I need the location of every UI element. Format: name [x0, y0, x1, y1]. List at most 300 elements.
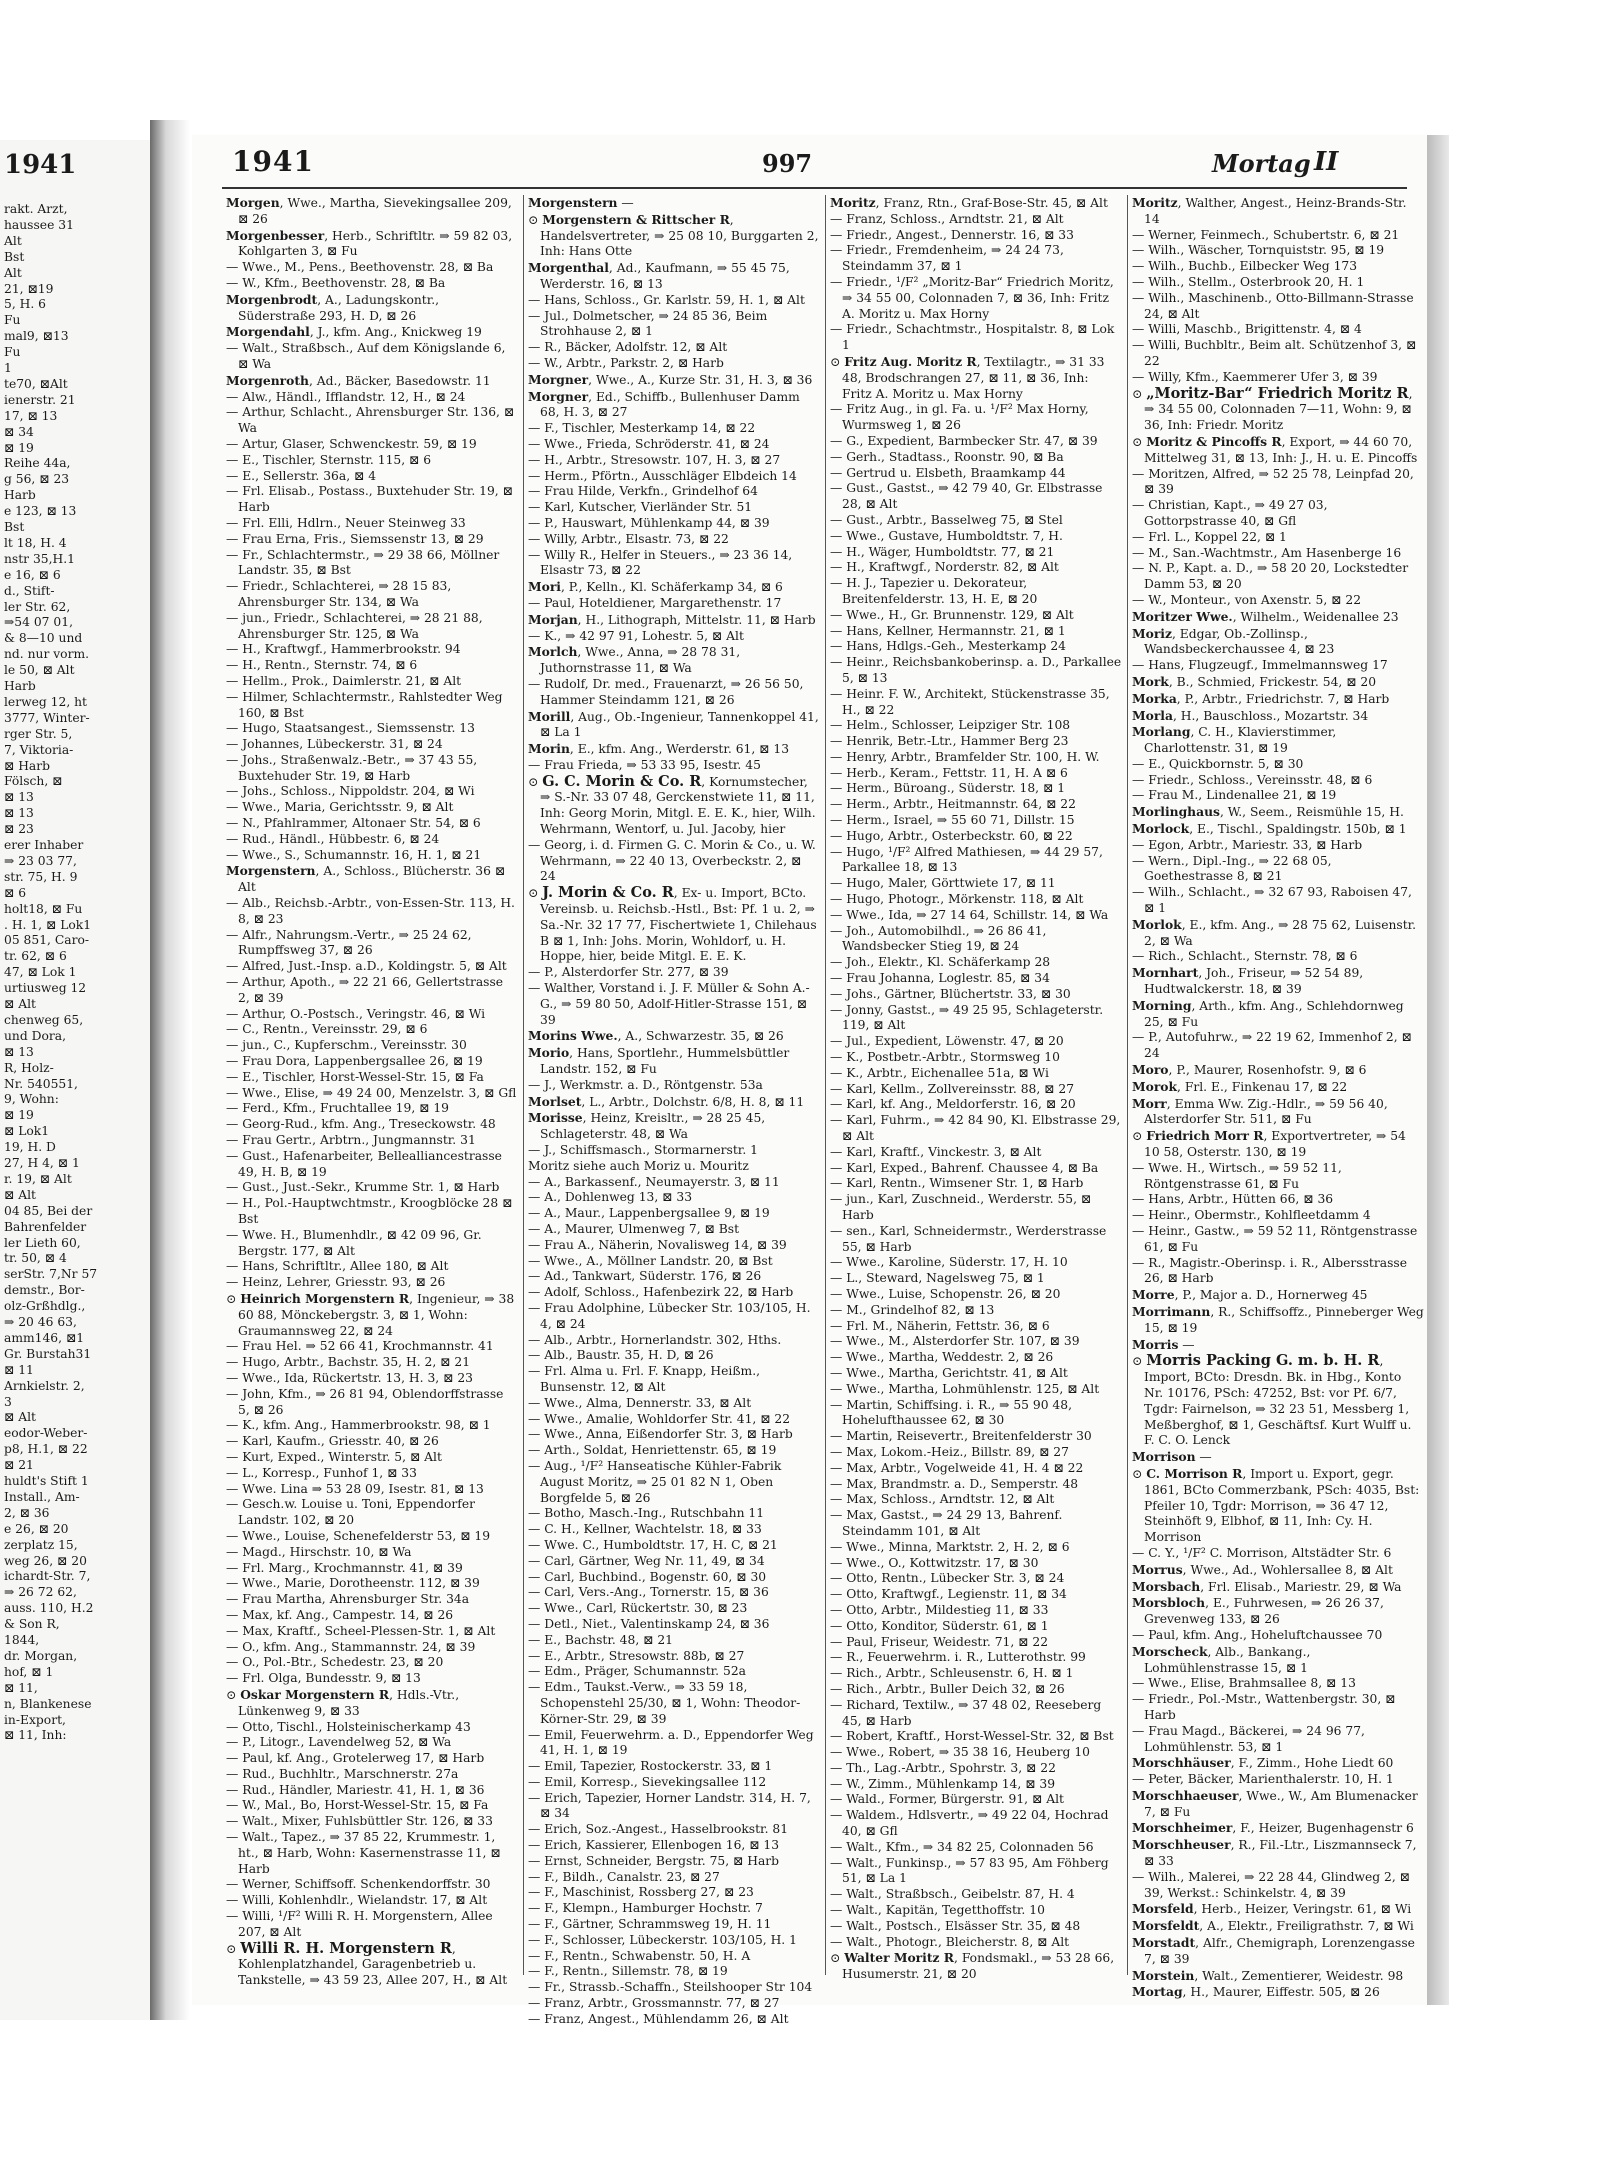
left-page-fragment: ⊠ Alt: [4, 1187, 36, 1202]
directory-entry: — Willy, Kfm., Kaemmerer Ufer 3, ⊠ 39: [1132, 369, 1378, 384]
directory-entry: — Hugo, Staatsangest., Siemssenstr. 13: [226, 721, 475, 736]
directory-entry: — O., kfm. Ang., Stammannstr. 24, ⊠ 39: [226, 1639, 476, 1654]
left-page-fragment: ⇒ 20 46 63,: [4, 1315, 77, 1329]
directory-entry: — Willy R., Helfer in Steuers., ⇒ 23 36 14, Elsastr 73, ⊠ 22: [528, 547, 793, 578]
directory-entry: Morio, Hans, Sportlehr., Hummelsbüttler Landstr. 152, ⊠ Fu: [528, 1045, 790, 1077]
left-page-fragment: e 26, ⊠ 20: [4, 1521, 69, 1536]
directory-entry: — Frau Martha, Ahrensburger Str. 34a: [226, 1592, 470, 1607]
directory-entry: — Johs., Schloss., Nippoldstr. 204, ⊠ Wi: [226, 784, 475, 799]
left-page-fragment: Fu: [4, 345, 21, 360]
directory-entry: — jun., C., Kupferschm., Vereinsstr. 30: [226, 1038, 467, 1053]
left-page-fragment: 2, ⊠ 36: [4, 1505, 50, 1520]
left-page-fragment: ⊠ Harb: [4, 758, 51, 773]
directory-entry: ⊙ Moritz & Pincoffs R, Export, ⇒ 44 60 70, Mittelweg 31, ⊠ 13, Inh: J., H. u. E. Pincoffs: [1132, 433, 1418, 465]
left-page-fragment: str. 75, H. 9: [4, 869, 78, 884]
directory-entry: — P., Hauswart, Mühlenkamp 44, ⊠ 39: [528, 515, 770, 530]
left-page-fragment: demstr., Bor-: [4, 1283, 85, 1298]
directory-entry: — Wwe., Carl, Rückertstr. 30, ⊠ 23: [528, 1601, 748, 1616]
directory-column-3: [830, 195, 1122, 1982]
directory-entry: Mori, P., Kelln., Kl. Schäferkamp 34, ⊠ 6: [528, 579, 783, 595]
left-page-fragment: weg 26, ⊠ 20: [4, 1553, 87, 1568]
left-page-fragment: 3: [4, 1394, 12, 1409]
directory-entry: — A., Maur., Lappenbergsallee 9, ⊠ 19: [528, 1206, 770, 1221]
directory-entry: — R., Feuerwehrm. i. R., Lutterothstr. 99: [830, 1650, 1086, 1665]
directory-entry: — Otto, Kraftwgf., Legienstr. 11, ⊠ 34: [830, 1587, 1067, 1602]
directory-entry: — Jonny, Gastst., ⇒ 49 25 95, Schlageterstr. 119, ⊠ Alt: [830, 1002, 1104, 1033]
left-page-fragment: Reihe 44a,: [4, 456, 71, 471]
directory-entry: — Wwe., Minna, Marktstr. 2, H. 2, ⊠ 6: [830, 1539, 1070, 1554]
directory-entry: — H., Kraftwgf., Norderstr. 82, ⊠ Alt: [830, 560, 1059, 575]
directory-entry: Morrison —: [1132, 1449, 1212, 1465]
directory-entry: — Emil, Tapezier, Rostockerstr. 33, ⊠ 1: [528, 1759, 773, 1774]
directory-entry: — Wwe., Louise, Schenefelderstr 53, ⊠ 19: [226, 1528, 491, 1543]
directory-entry: — Waldem., Hdlsvertr., ⇒ 49 22 04, Hochrad 40, ⊠ Gfl: [830, 1808, 1109, 1839]
left-page-fragment: e 123, ⊠ 13: [4, 504, 77, 519]
directory-entry: — Willi, Maschb., Brigittenstr. 4, ⊠ 4: [1132, 322, 1362, 337]
directory-entry: Morgenthal, Ad., Kaufmann, ⇒ 55 45 75, Werderstr. 16, ⊠ 13: [528, 260, 790, 291]
directory-entry: — Rich., Schlacht., Sternstr. 78, ⊠ 6: [1132, 949, 1358, 964]
left-page-fragment: ienerstr. 21: [4, 392, 76, 407]
directory-entry: Morre, P., Major a. D., Hornerweg 45: [1132, 1287, 1368, 1303]
directory-entry: ⊙ J. Morin & Co. R, Ex- u. Import, BCto. Vereinsb. u. Reichsb.-Hstl., Bst: Pf. 1 u. 2, ⇒ Sa.-Nr. 32 17 77, Fischertwiete 1, Chilehaus B ⊠ 1, Inh: Johs. Morin, Wohldorf, u. H. Hoppe, hier, beide Mitgl. E. E. K.: [528, 884, 817, 964]
directory-entry: — L., Steward, Nagelsweg 75, ⊠ 1: [830, 1271, 1045, 1286]
directory-entry: — Wern., Dipl.-Ing., ⇒ 22 68 05, Goethestrasse 8, ⊠ 21: [1132, 853, 1332, 884]
directory-entry: ⊙ Walter Moritz R, Fondsmakl., ⇒ 53 28 66, Husumerstr. 21, ⊠ 20: [830, 1950, 1115, 1982]
left-page-fragment: huldt's Stift 1: [4, 1474, 89, 1488]
directory-entry: — Fritz Aug., in gl. Fa. u. ¹/F² Max Horny, Wurmsweg 1, ⊠ 26: [830, 402, 1089, 433]
left-page-fragment: 5, H. 6: [4, 297, 47, 312]
directory-entry: Morka, P., Arbtr., Friedrichstr. 7, ⊠ Harb: [1132, 690, 1390, 706]
left-page-fragment: Gr. Burstah31: [4, 1346, 92, 1361]
directory-entry: — Hugo, Photogr., Mörkenstr. 118, ⊠ Alt: [830, 892, 1084, 907]
directory-entry: — Otto, Konditor, Süderstr. 61, ⊠ 1: [830, 1618, 1049, 1633]
directory-entry: — Martin, Schiffsing. i. R., ⇒ 55 90 48, Hohelufthaussee 62, ⊠ 30: [830, 1397, 1072, 1428]
directory-entry: — Walt., Kfm., ⇒ 34 82 25, Colonnaden 56: [830, 1839, 1094, 1854]
directory-entry: Morsbach, Frl. Elisab., Mariestr. 29, ⊠ Wa: [1132, 1578, 1402, 1594]
directory-entry: — Friedr., Fremdenheim, ⇒ 24 24 73, Steindamm 37, ⊠ 1: [830, 243, 1064, 274]
directory-entry: — Karl, Fuhrm., ⇒ 42 84 90, Kl. Elbstrasse 29, ⊠ Alt: [830, 1113, 1121, 1144]
directory-entry: Morlock, E., Tischl., Spaldingstr. 150b, ⊠ 1: [1132, 821, 1407, 837]
directory-entry: Morlset, L., Arbtr., Dolchstr. 6/8, H. 8, ⊠ 11: [528, 1093, 805, 1109]
left-page-fragment: tr. 50, ⊠ 4: [4, 1251, 67, 1266]
directory-entry: — Alb., Reichsb.-Arbtr., von-Essen-Str. 113, H. 8, ⊠ 23: [226, 896, 515, 926]
left-page-fragment: ler Lieth 60,: [4, 1235, 81, 1250]
directory-entry: — Alb., Arbtr., Hornerlandstr. 302, Hths.: [528, 1332, 782, 1347]
directory-entry: — Frl. Elisab., Postass., Buxtehuder Str. 19, ⊠ Harb: [226, 484, 513, 515]
directory-entry: — Hans, Schriftltr., Allee 180, ⊠ Alt: [226, 1259, 449, 1274]
left-page-fragment: nd. nur vorm.: [4, 647, 90, 662]
directory-entry: Morr, Emma Ww. Zig.-Hdlr., ⇒ 59 56 40, Alsterdorfer Str. 511, ⊠ Fu: [1132, 1095, 1388, 1127]
directory-entry: — F., Tischler, Mesterkamp 14, ⊠ 22: [528, 421, 756, 436]
directory-entry: Morgendahl, J., kfm. Ang., Knickweg 19: [226, 324, 482, 340]
directory-entry: — Max, Lokom.-Heiz., Billstr. 89, ⊠ 27: [830, 1444, 1069, 1459]
directory-entry: — Heinr., Obermstr., Kohlfleetdamm 4: [1132, 1208, 1371, 1223]
directory-entry: — Frau Adolphine, Lübecker Str. 103/105, H. 4, ⊠ 24: [528, 1300, 811, 1331]
directory-entry: Morstadt, Alfr., Chemigraph, Lorenzengasse 7, ⊠ 39: [1132, 1935, 1415, 1966]
left-page-fragment: haussee 31: [4, 217, 74, 232]
directory-entry: — Gust., Gastst., ⇒ 42 79 40, Gr. Elbstrasse 28, ⊠ Alt: [830, 481, 1103, 512]
directory-entry: Morgner, Wwe., A., Kurze Str. 31, H. 3, ⊠ 36: [528, 371, 813, 387]
directory-entry: — Peter, Bäcker, Marienthalerstr. 10, H. 1: [1132, 1772, 1394, 1787]
directory-entry: Morrus, Wwe., Ad., Wohlersallee 8, ⊠ Alt: [1132, 1561, 1393, 1577]
directory-entry: — Wwe., M., Alsterdorfer Str. 107, ⊠ 39: [830, 1334, 1080, 1349]
left-page-fragment: 04 85, Bei der: [4, 1203, 93, 1218]
directory-entry: — Emil, Feuerwehrm. a. D., Eppendorfer Weg 41, H. 1, ⊠ 19: [528, 1727, 814, 1758]
directory-entry: — F., Bildh., Canalstr. 23, ⊠ 27: [528, 1869, 720, 1884]
directory-entry: — Hans, Arbtr., Hütten 66, ⊠ 36: [1132, 1192, 1334, 1207]
directory-entry: Morlch, Wwe., Anna, ⇒ 28 78 31, Juthornstrasse 11, ⊠ Wa: [528, 644, 741, 676]
directory-entry: — C. Y., ¹/F² C. Morrison, Altstädter Str. 6: [1132, 1545, 1392, 1560]
directory-entry: — Ernst, Schneider, Bergstr. 75, ⊠ Harb: [528, 1853, 780, 1868]
running-head-word: Mortag: [1212, 149, 1311, 178]
directory-entry: — Alb., Baustr. 35, H. D, ⊠ 26: [528, 1348, 714, 1363]
page-edge-shadow: [1427, 135, 1449, 2005]
left-page-fragment: ⊠ Alt: [4, 1410, 36, 1425]
directory-entry: — Emil, Korresp., Sievekingsallee 112: [528, 1774, 767, 1789]
left-page-fragment: amm146, ⊠1: [4, 1330, 85, 1345]
directory-column-2: [528, 195, 820, 2026]
left-page-fragment: & Son R,: [4, 1617, 60, 1632]
left-page-fragment: e 16, ⊠ 6: [4, 567, 61, 582]
left-page-fragment: Bst: [4, 520, 25, 534]
directory-entry: — Frau Magd., Bäckerei, ⇒ 24 96 77, Lohmühlenstr. 53, ⊠ 1: [1132, 1723, 1365, 1754]
directory-entry: — Georg, i. d. Firmen G. C. Morin & Co., u. W. Wehrmann, ⇒ 22 40 13, Overbeckstr. 2, ⊠ 24: [528, 837, 816, 884]
directory-entry: Morin, E., kfm. Ang., Werderstr. 61, ⊠ 13: [528, 741, 790, 757]
directory-entry: — Herm., Israel, ⇒ 55 60 71, Dillstr. 15: [830, 813, 1075, 828]
directory-entry: Mornhart, Joh., Friseur, ⇒ 52 54 89, Hudtwalckerstr. 18, ⊠ 39: [1132, 965, 1364, 997]
directory-entry: — W., Monteur., von Axenstr. 5, ⊠ 22: [1132, 592, 1362, 607]
directory-entry: — Carl, Gärtner, Weg Nr. 11, 49, ⊠ 34: [528, 1553, 765, 1568]
directory-entry: — E., Arbtr., Stresowstr. 88b, ⊠ 27: [528, 1648, 745, 1663]
directory-entry: — F., Rentn., Sillemstr. 78, ⊠ 19: [528, 1964, 728, 1979]
directory-entry: — Hugo, Arbtr., Bachstr. 35, H. 2, ⊠ 21: [226, 1355, 471, 1370]
left-page-fragment: ⊠ 19: [4, 1108, 34, 1123]
left-page-fragment: ichardt-Str. 7,: [4, 1569, 91, 1584]
header-rule: [222, 187, 1407, 189]
directory-entry: Morning, Arth., kfm. Ang., Schlehdornweg 25, ⊠ Fu: [1132, 997, 1404, 1029]
directory-entry: — Wwe., A., Möllner Landstr. 20, ⊠ Bst: [528, 1253, 773, 1268]
directory-entry: — Frau Frieda, ⇒ 53 33 95, Isestr. 45: [528, 757, 761, 772]
directory-entry: — Frl. Marg., Krochmannstr. 41, ⊠ 39: [226, 1560, 463, 1575]
directory-entry: — F., Klempn., Hamburger Hochstr. 7: [528, 1901, 763, 1916]
directory-entry: — Hugo, Maler, Görttwiete 17, ⊠ 11: [830, 876, 1056, 891]
directory-entry: Morgenstern, A., Schloss., Blücherstr. 36 ⊠ Alt: [226, 863, 506, 895]
directory-entry: Morjan, H., Lithograph, Mittelstr. 11, ⊠ Harb: [528, 611, 816, 627]
directory-entry: Morsfeld, Herb., Heizer, Veringstr. 61, ⊠ Wi: [1132, 1901, 1412, 1917]
directory-entry: — Wwe. H., Blumenhdlr., ⊠ 42 09 96, Gr. Bergstr. 177, ⊠ Alt: [226, 1227, 482, 1258]
directory-entry: — P., Autofuhrw., ⇒ 22 19 62, Immenhof 2, ⊠ 24: [1132, 1030, 1412, 1061]
directory-entry: — Wwe., Elise, Brahmsallee 8, ⊠ 13: [1132, 1676, 1356, 1691]
directory-entry: — Franz, Angest., Mühlendamm 26, ⊠ Alt: [528, 2011, 789, 2026]
header-year: 1941: [232, 145, 314, 178]
directory-entry: — Wwe., Gustave, Humboldtstr. 7, H.: [830, 528, 1063, 543]
left-page-fragment: ler Str. 62,: [4, 599, 71, 614]
directory-entry: — Alfr., Nahrungsm.-Vertr., ⇒ 25 24 62, Rumpffsweg 37, ⊠ 26: [226, 927, 472, 958]
directory-entry: — Frau Dora, Lappenbergsallee 26, ⊠ 19: [226, 1054, 483, 1069]
directory-entry: — Alw., Händl., Ifflandstr. 12, H., ⊠ 24: [226, 389, 466, 404]
directory-entry: — Arthur, O.-Postsch., Veringstr. 46, ⊠ Wi: [226, 1006, 486, 1021]
left-page-fragment: ⊠ 11,: [4, 1680, 38, 1695]
directory-entry: — Heinr. F. W., Architekt, Stückenstrasse 35, H., ⊠ 22: [830, 686, 1110, 717]
directory-entry: — Hans, Schloss., Gr. Karlstr. 59, H. 1, ⊠ Alt: [528, 292, 805, 307]
directory-entry: — Walt., Photogr., Bleicherstr. 8, ⊠ Alt: [830, 1934, 1070, 1949]
left-page-fragment: Bahrenfelder: [4, 1219, 87, 1234]
directory-entry: — H., Pol.-Hauptwchtmstr., Kroogblöcke 28 ⊠ Bst: [226, 1196, 513, 1226]
directory-entry: — Karl, Kutscher, Vierländer Str. 51: [528, 500, 753, 515]
directory-entry: — Rich., Arbtr., Buller Deich 32, ⊠ 26: [830, 1681, 1065, 1696]
directory-entry: — Karl, kf. Ang., Meldorferstr. 16, ⊠ 20: [830, 1097, 1076, 1112]
directory-entry: — F., Rentn., Schwabenstr. 50, H. A: [528, 1948, 751, 1963]
directory-entry: Moritz, Franz, Rtn., Graf-Bose-Str. 45, ⊠ Alt: [830, 195, 1108, 210]
directory-entry: — H. J., Tapezier u. Dekorateur, Breitenfelderstr. 13, H. E, ⊠ 20: [830, 576, 1038, 606]
directory-entry: — F., Maschinist, Rossberg 27, ⊠ 23: [528, 1885, 754, 1900]
directory-entry: — Willi, Kohlenhdlr., Wielandstr. 17, ⊠ Alt: [226, 1893, 488, 1908]
directory-entry: — Wilh., Maschinenb., Otto-Billmann-Strasse 24, ⊠ Alt: [1132, 290, 1414, 321]
directory-entry: — Frl. Elli, Hdlrn., Neuer Steinweg 33: [226, 515, 466, 530]
directory-entry: Moritz, Walther, Angest., Heinz-Brands-Str. 14: [1132, 195, 1407, 226]
directory-entry: — Paul, Hoteldiener, Margarethenstr. 17: [528, 595, 782, 610]
directory-entry: — Paul, kf. Ang., Grotelerweg 17, ⊠ Harb: [226, 1751, 485, 1766]
directory-entry: — Gust., Just.-Sekr., Krumme Str. 1, ⊠ Harb: [226, 1180, 500, 1195]
directory-entry: — Karl, Kaufm., Griesstr. 40, ⊠ 26: [226, 1434, 439, 1449]
directory-entry: — Aug., ¹/F² Hanseatische Kühler-Fabrik August Moritz, ⇒ 25 01 82 N 1, Oben Borgfelde 5, ⊠ 26: [528, 1458, 782, 1505]
directory-entry: — L., Korresp., Funhof 1, ⊠ 33: [226, 1465, 417, 1480]
directory-entry: — Heinr., Gastw., ⇒ 59 52 11, Röntgenstrasse 61, ⊠ Fu: [1132, 1224, 1418, 1254]
directory-entry: — Magd., Hirschstr. 10, ⊠ Wa: [226, 1544, 412, 1559]
directory-entry: — Wwe., Robert, ⇒ 35 38 16, Heuberg 10: [830, 1745, 1090, 1760]
directory-column-1: [226, 195, 518, 1988]
column-divider: [825, 195, 826, 1975]
directory-entry: — Franz, Schloss., Arndtstr. 21, ⊠ Alt: [830, 211, 1064, 226]
directory-entry: Morrimann, R., Schiffsoffz., Pinneberger Weg 15, ⊠ 19: [1132, 1303, 1424, 1335]
directory-entry: — Johs., Straßenwalz.-Betr., ⇒ 37 43 55, Buxtehuder Str. 19, ⊠ Harb: [226, 752, 478, 783]
directory-entry: — O., Pol.-Btr., Schedestr. 23, ⊠ 20: [226, 1655, 444, 1670]
directory-entry: ⊙ Friedrich Morr R, Exportvertreter, ⇒ 54 10 58, Osterstr. 130, ⊠ 19: [1132, 1128, 1406, 1160]
directory-entry: — E., Bachstr. 48, ⊠ 21: [528, 1632, 674, 1647]
directory-entry: — Jul., Dolmetscher, ⇒ 24 85 36, Beim Strohhause 2, ⊠ 1: [528, 308, 768, 339]
left-page-fragment: 1: [4, 361, 12, 375]
directory-entry: — Herm., Büroang., Süderstr. 18, ⊠ 1: [830, 781, 1066, 796]
running-head-roman: II: [1314, 147, 1339, 177]
directory-entry: — Alfred, Just.-Insp. a.D., Koldingstr. 5, ⊠ Alt: [226, 959, 507, 974]
directory-entry: — Friedr., Pol.-Mstr., Wattenbergstr. 30, ⊠ Harb: [1132, 1692, 1396, 1722]
left-page-fragment: Fölsch, ⊠: [4, 774, 63, 789]
directory-entry: — Wilh., Stellm., Osterbrook 20, H. 1: [1132, 274, 1365, 289]
left-page-fragment: in-Export,: [4, 1712, 66, 1727]
directory-entry: — Frau Erna, Fris., Siemssenstr 13, ⊠ 29: [226, 531, 484, 546]
left-page-fragment: n, Blankenese: [4, 1696, 92, 1711]
directory-entry: — Kurt, Exped., Winterstr. 5, ⊠ Alt: [226, 1449, 442, 1464]
directory-entry: — K., ⇒ 42 97 91, Lohestr. 5, ⊠ Alt: [528, 628, 744, 643]
directory-entry: — Artur, Glaser, Schwenckestr. 59, ⊠ 19: [226, 436, 477, 451]
directory-entry: — Max, Kraftf., Scheel-Plessen-Str. 1, ⊠ Alt: [226, 1623, 496, 1638]
directory-entry: — Friedr., Schlachterei, ⇒ 28 15 83, Ahrensburger Str. 134, ⊠ Wa: [226, 579, 452, 609]
left-page-fragment: Nr. 540551,: [4, 1076, 78, 1091]
directory-entry: — F., Schlosser, Lübeckerstr. 103/105, H. 1: [528, 1932, 797, 1947]
left-page-fragment: holt18, ⊠ Fu: [4, 901, 83, 916]
directory-entry: ⊙ C. Morrison R, Import u. Export, gegr. 1861, BCto Commerzbank, PSch: 4035, Bst: Pfeiler 10, Tgdr: Morrison, ⇒ 36 47 12, Steinhöft 9, Elbhof, ⊠ 11, Inh: Cy. H. Morrison: [1132, 1465, 1420, 1545]
directory-entry: Morsfeldt, A., Elektr., Freiligrathstr. 7, ⊠ Wi: [1132, 1918, 1414, 1934]
directory-entry: — Wwe. Lina ⇒ 53 28 09, Isestr. 81, ⊠ 13: [226, 1481, 484, 1496]
directory-entry: — Henry, Arbtr., Bramfelder Str. 100, H. W.: [830, 749, 1100, 764]
directory-entry: — Karl, Rentn., Wimsener Str. 1, ⊠ Harb: [830, 1176, 1084, 1191]
directory-entry: — W., Kfm., Beethovenstr. 28, ⊠ Ba: [226, 275, 446, 290]
directory-entry: — Wald., Former, Bürgerstr. 91, ⊠ Alt: [830, 1792, 1064, 1807]
left-page-fragment: ⊠ 6: [4, 885, 27, 900]
directory-column-4: [1132, 195, 1424, 2000]
directory-entry: — Jul., Expedient, Löwenstr. 47, ⊠ 20: [830, 1034, 1064, 1049]
left-page-fragment: R, Holz-: [4, 1060, 54, 1075]
directory-entry: Morill, Aug., Ob.-Ingenieur, Tannenkoppel 41, ⊠ La 1: [528, 708, 819, 740]
directory-entry: Mork, B., Schmied, Frickestr. 54, ⊠ 20: [1132, 673, 1377, 689]
directory-entry: — Rud., Händl., Hübbestr. 6, ⊠ 24: [226, 831, 440, 846]
directory-entry: — Joh., Elektr., Kl. Schäferkamp 28: [830, 955, 1051, 970]
left-page-fragment: 21, ⊠19: [4, 281, 54, 296]
directory-entry: — Rudolf, Dr. med., Frauenarzt, ⇒ 26 56 50, Hammer Steindamm 121, ⊠ 26: [528, 676, 804, 707]
directory-entry: — Wilh., Schlacht., ⇒ 32 67 93, Raboisen 47, ⊠ 1: [1132, 885, 1412, 916]
directory-entry: — A., Maurer, Ulmenweg 7, ⊠ Bst: [528, 1222, 740, 1236]
directory-entry: — Egon, Arbtr., Mariestr. 33, ⊠ Harb: [1132, 837, 1363, 852]
directory-entry: — Botho, Masch.-Ing., Rutschbahn 11: [528, 1506, 765, 1521]
directory-entry: — Wwe., Martha, Lohmühlenstr. 125, ⊠ Alt: [830, 1381, 1100, 1396]
directory-entry: — P., Alsterdorfer Str. 277, ⊠ 39: [528, 965, 729, 980]
directory-entry: ⊙ G. C. Morin & Co. R, Kornumstecher, ⇒ S.-Nr. 33 07 48, Gerckenstwiete 11, ⊠ 11, Inh: Georg Morin, Mitgl. E. E. K., hier, Wilh. Wehrmann, Wentorf, u. Jul. Jacoby, hier: [528, 772, 816, 837]
left-page-fragment: olz-Grßhdlg.,: [4, 1299, 86, 1314]
directory-entry: Morgenbesser, Herb., Schriftltr. ⇒ 59 82 03, Kohlgarten 3, ⊠ Fu: [226, 227, 513, 259]
directory-entry: — Max, Brandmstr. a. D., Semperstr. 48: [830, 1476, 1079, 1491]
left-page-fragment: eodor-Weber-: [4, 1426, 88, 1441]
directory-entry: — E., Quickbornstr. 5, ⊠ 30: [1132, 756, 1304, 771]
directory-entry: — Karl, Kellm., Zollvereinsstr. 88, ⊠ 27: [830, 1081, 1075, 1096]
left-page-fragment: 3777, Winter-: [4, 710, 90, 725]
directory-entry: — Wwe., Amalie, Wohldorfer Str. 41, ⊠ 22: [528, 1411, 791, 1426]
left-page-fragment: ⊠ 11: [4, 1362, 34, 1377]
directory-entry: — M., Grindelhof 82, ⊠ 13: [830, 1302, 995, 1317]
left-page-fragment: rakt. Arzt,: [4, 202, 68, 216]
directory-entry: — Frl. L., Koppel 22, ⊠ 1: [1132, 529, 1287, 544]
left-page-fragment: ⊠ 21: [4, 1458, 34, 1473]
left-page-fragment: le 50, ⊠ Alt: [4, 663, 75, 678]
directory-entry: — Paul, kfm. Ang., Hoheluftchaussee 70: [1132, 1627, 1383, 1642]
directory-entry: — Walt., Straßbsch., Geibelstr. 87, H. 4: [830, 1887, 1075, 1902]
directory-entry: — J., Werkmstr. a. D., Röntgenstr. 53a: [528, 1077, 763, 1092]
directory-entry: — John, Kfm., ⇒ 26 81 94, Oblendorffstrasse 5, ⊠ 26: [226, 1386, 504, 1417]
left-page-fragment: 7, Viktoria-: [4, 742, 74, 757]
directory-entry: — Wwe., Ida, ⇒ 27 14 64, Schillstr. 14, ⊠ Wa: [830, 907, 1109, 922]
directory-entry: Morgenbrodt, A., Ladungskontr., Süderstraße 293, H. D, ⊠ 26: [226, 291, 440, 323]
directory-entry: — Otto, Tischl., Holsteinischerkamp 43: [226, 1719, 471, 1734]
left-page-fragment: 17, ⊠ 13: [4, 408, 58, 423]
left-page-fragment: Arnkielstr. 2,: [4, 1378, 85, 1393]
directory-entry: — Wwe., Alma, Dennerstr. 33, ⊠ Alt: [528, 1395, 752, 1410]
directory-entry: Moro, P., Maurer, Rosenhofstr. 9, ⊠ 6: [1132, 1062, 1367, 1078]
directory-entry: — Erich, Soz.-Angest., Hasselbrookstr. 81: [528, 1822, 789, 1837]
directory-entry: — H., Wäger, Humboldtstr. 77, ⊠ 21: [830, 544, 1055, 559]
directory-entry: — Frau Hilde, Verkfn., Grindelhof 64: [528, 484, 758, 499]
column-divider: [1127, 195, 1128, 1975]
directory-entry: — C., Rentn., Vereinsstr. 29, ⊠ 6: [226, 1022, 428, 1037]
directory-entry: — Walt., Funkinsp., ⇒ 57 83 95, Am Föhberg 51, ⊠ La 1: [830, 1855, 1109, 1886]
directory-entry: — E., Tischler, Horst-Wessel-Str. 15, ⊠ Fa: [226, 1069, 484, 1084]
directory-entry: — Christian, Kapt., ⇒ 49 27 03, Gottorpstrasse 40, ⊠ Gfl: [1132, 498, 1328, 528]
directory-entry: Morscheck, Alb., Bankang., Lohmühlenstrasse 15, ⊠ 1: [1132, 1643, 1311, 1675]
directory-entry: — Herm., Arbtr., Heitmannstr. 64, ⊠ 22: [830, 797, 1076, 812]
directory-entry: — Fr., Schlachtermstr., ⇒ 29 38 66, Möllner Landstr. 35, ⊠ Bst: [226, 547, 500, 578]
directory-entry: — Detl., Niet., Valentinskamp 24, ⊠ 36: [528, 1616, 770, 1631]
directory-entry: Moriz, Edgar, Ob.-Zollinsp., Wandsbeckerchaussee 4, ⊠ 23: [1132, 625, 1335, 657]
directory-entry: — Johannes, Lübeckerstr. 31, ⊠ 24: [226, 737, 443, 752]
directory-entry: — Willi, ¹/F² Willi R. H. Morgenstern, Allee 207, ⊠ Alt: [226, 1909, 493, 1939]
directory-entry: — Joh., Automobilhdl., ⇒ 26 86 41, Wandsbecker Stieg 19, ⊠ 24: [830, 923, 1047, 954]
directory-entry: — Th., Lag.-Arbtr., Spohrstr. 3, ⊠ 22: [830, 1760, 1056, 1775]
directory-entry: Moritz siehe auch Moriz u. Mouritz: [528, 1158, 749, 1173]
left-page-fragment: Install., Am-: [4, 1489, 80, 1504]
directory-entry: — Frau Gertr., Arbtrn., Jungmannstr. 31: [226, 1133, 476, 1148]
left-page-fragment: Bst: [4, 249, 25, 264]
directory-entry: ⊙ Morris Packing G. m. b. H. R, Import, BCto: Dresdn. Bk. in Hbg., Konto Nr. 10176, PSch: 47252, Bst: vor Pf. 6/7, Tgdr: Fairnelson, ⇒ 32 23 51, Messberg 1, Meßberghof, ⊠ 1, Geschäftsf. Kurt Wulff u. F. C. O. Lenck: [1132, 1352, 1412, 1448]
left-page-fragment: lt 18, H. 4: [4, 535, 67, 550]
left-page-fragment: 9, Wohn:: [4, 1092, 59, 1107]
directory-entry: — Wwe., O., Kottwitzstr. 17, ⊠ 30: [830, 1555, 1039, 1570]
left-page-fragment: nstr 35,H.1: [4, 551, 75, 566]
left-page-fragment: chenweg 65,: [4, 1012, 84, 1027]
directory-entry: — Hans, Kellner, Hermannstr. 21, ⊠ 1: [830, 623, 1066, 638]
directory-entry: — Edm., Taukst.-Verw., ⇒ 33 59 18, Schopenstehl 25/30, ⊠ 1, Wohn: Theodor-Körner-Str. 29, ⊠ 39: [528, 1680, 801, 1726]
directory-entry: — Walt., Straßbsch., Auf dem Königslande 6, ⊠ Wa: [226, 341, 506, 371]
directory-entry: Morlang, C. H., Klavierstimmer, Charlottenstr. 31, ⊠ 19: [1132, 724, 1337, 756]
directory-entry: — W., Arbtr., Parkstr. 2, ⊠ Harb: [528, 355, 724, 370]
directory-entry: — Walt., Mixer, Fuhlsbüttler Str. 126, ⊠ 33: [226, 1814, 493, 1829]
directory-entry: — Hans, Hdlgs.-Geh., Mesterkamp 24: [830, 639, 1066, 654]
directory-entry: — Max, Schloss., Arndtstr. 12, ⊠ Alt: [830, 1492, 1055, 1507]
directory-entry: — Frl. Olga, Bundesstr. 9, ⊠ 13: [226, 1671, 421, 1686]
directory-entry: Morgen, Wwe., Martha, Sievekingsallee 209, ⊠ 26: [226, 195, 512, 226]
directory-entry: — Gerh., Stadtass., Roonstr. 90, ⊠ Ba: [830, 449, 1064, 464]
left-page-fragment: 27, H 4, ⊠ 1: [4, 1156, 80, 1170]
directory-entry: — Herb., Keram., Fettstr. 11, H. A ⊠ 6: [830, 765, 1068, 780]
left-page-fragment: lerweg 12, ht: [4, 694, 87, 709]
directory-entry: — R., Magistr.-Oberinsp. i. R., Albersstrasse 26, ⊠ Harb: [1132, 1255, 1407, 1286]
directory-entry: — Wwe., Martha, Weddestr. 2, ⊠ 26: [830, 1350, 1054, 1365]
directory-entry: Morisse, Heinz, Kreisltr., ⇒ 28 25 45, Schlageterstr. 48, ⊠ Wa: [528, 1110, 766, 1142]
directory-entry: — Arthur, Schlacht., Ahrensburger Str. 136, ⊠ Wa: [226, 405, 515, 436]
left-page-fragment: Harb: [4, 488, 36, 503]
left-page-fragment: zerplatz 15,: [4, 1537, 78, 1552]
directory-entry: — Walt., Kapitän, Tegetthoffstr. 10: [830, 1903, 1045, 1918]
directory-entry: — Rich., Arbtr., Schleusenstr. 6, H. ⊠ 1: [830, 1666, 1074, 1681]
directory-entry: — Hans, Flugzeugf., Immelmannsweg 17: [1132, 658, 1388, 673]
directory-entry: — W., Zimm., Mühlenkamp 14, ⊠ 39: [830, 1776, 1056, 1791]
directory-entry: — A., Dohlenweg 13, ⊠ 33: [528, 1190, 693, 1205]
left-page-fragment: ⊠ 34: [4, 424, 34, 439]
directory-entry: — Arth., Soldat, Henriettenstr. 65, ⊠ 19: [528, 1443, 777, 1458]
directory-entry: — Fr., Strassb.-Schaffn., Steilshooper Str 104: [528, 1980, 813, 1995]
directory-entry: — Erich, Kassierer, Ellenbogen 16, ⊠ 13: [528, 1838, 780, 1853]
directory-entry: — K., Arbtr., Eichenallee 51a, ⊠ Wi: [830, 1065, 1049, 1080]
directory-entry: — Friedr., Angest., Dennerstr. 16, ⊠ 33: [830, 227, 1074, 242]
directory-entry: Morla, H., Bauschloss., Mozartstr. 34: [1132, 707, 1369, 723]
directory-entry: — Wwe., Martha, Gerichtstr. 41, ⊠ Alt: [830, 1365, 1068, 1380]
directory-entry: — Gust., Hafenarbeiter, Bellealliancestrasse 49, H. B, ⊠ 19: [226, 1148, 502, 1179]
directory-entry: — Wwe., Karoline, Süderstr. 17, H. 10: [830, 1255, 1068, 1270]
directory-entry: — Adolf, Schloss., Hafenbezirk 22, ⊠ Harb: [528, 1285, 794, 1300]
directory-entry: Morsbloch, E., Fuhrwesen, ⇒ 26 26 37, Grevenweg 133, ⊠ 26: [1132, 1595, 1384, 1627]
directory-entry: — Ferd., Kfm., Fruchtallee 19, ⊠ 19: [226, 1101, 450, 1116]
left-page-fragment: ⊠ 23: [4, 822, 34, 837]
directory-entry: — A., Barkassenf., Neumayerstr. 3, ⊠ 11: [528, 1174, 780, 1189]
directory-entry: — Johs., Gärtner, Blüchertstr. 33, ⊠ 30: [830, 986, 1071, 1001]
directory-entry: — Otto, Arbtr., Mildestieg 11, ⊠ 33: [830, 1602, 1049, 1617]
